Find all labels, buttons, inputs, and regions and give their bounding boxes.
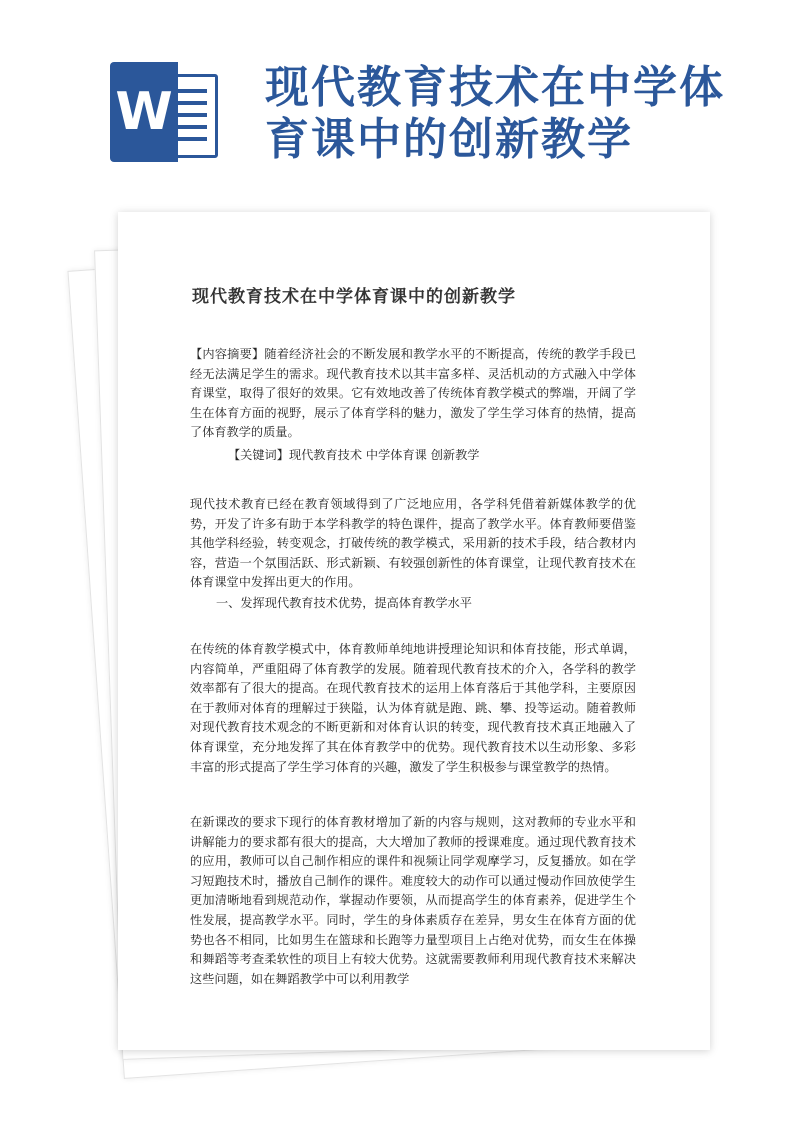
document-title: 现代教育技术在中学体育课中的创新教学 <box>192 287 516 307</box>
body-paragraph-3: 在新课改的要求下现行的体育教材增加了新的内容与规则，这对教师的专业水平和讲解能力的要求都有很大的提高，大大增加了教师的授课难度。通过现代教育技术的应用，教师可以自己制作相应的课件和视频让同学观摩学习，反复播放。如在学习短跑技术时，播放自己制作的课件。难度较大的动作可以通过慢动作回放使学生更加清晰地看到规范动作，掌握动作要领，从而提高学生的体育素养，促进学生个性发展，提高教学水平。同时，学生的身体素质存在差异，男女生在体育方面的优势也各不相同，比如男生在篮球和长跑等力量型项目上占绝对优势，而女生在体操和舞蹈等考查柔软性的项目上有较大优势。这就需要教师利用现代教育技术来解决这些问题，如在舞蹈教学中可以利用教学 <box>190 815 636 986</box>
word-document-icon <box>110 62 220 162</box>
body-paragraph-2: 在传统的体育教学模式中，体育教师单纯地讲授理论知识和体育技能，形式单调，内容简单，严重阻碍了体育教学的发展。随着现代教育技术的介入，各学科的教学效率都有了很大的提高。在现代教育技术的运用上体育落后于其他学科，主要原因在于教师对体育的理解过于狭隘，认为体育就是跑、跳、攀、投等运动。随着教师对现代教育技术观念的不断更新和对体育认识的转变，现代教育技术真正地融入了体育课堂，充分地发挥了其在体育教学中的优势。现代教育技术以生动形象、多彩丰富的形式提高了学生学习体育的兴趣，激发了学生积极参与课堂教学的热情。 <box>190 642 636 774</box>
abstract-label: 【内容摘要】 <box>190 347 265 361</box>
keywords-label: 【关键词】 <box>228 448 289 462</box>
header-banner <box>0 0 800 195</box>
document-page <box>118 212 710 1050</box>
word-badge: W <box>110 62 178 162</box>
abstract-text: 随着经济社会的不断发展和教学水平的不断提高，传统的教学手段已经无法满足学生的需求。现代教育技术以其丰富多样、灵活机动的方式融入中学体育课堂，取得了很好的效果。它有效地改善了传统体育教学模式的弊端，开阔了学生在体育方面的视野，展示了体育学科的魅力，激发了学生学习体育的热情，提高了体育教学的质量。 <box>190 347 637 440</box>
section-heading: 一、发挥现代教育技术优势，提高体育教学水平 <box>216 596 472 610</box>
keywords-text: 现代教育技术 中学体育课 创新教学 <box>288 448 480 462</box>
banner-title: 现代教育技术在中学体育课中的创新教学 <box>265 62 725 165</box>
abstract-paragraph <box>190 345 636 443</box>
keywords-line <box>228 446 628 466</box>
body-paragraph-1: 现代技术教育已经在教育领域得到了广泛地应用，各学科凭借着新媒体教学的优势，开发了许多有助于本学科教学的特色课件，提高了教学水平。体育教师要借鉴其他学科经验，转变观念，打破传统的教学模式，采用新的技术手段，结合教材内容，营造一个氛围活跃、形式新颖、有较强创新性的体育课堂，让现代教育技术在体育课堂中发挥出更大的作用。 <box>190 497 636 590</box>
